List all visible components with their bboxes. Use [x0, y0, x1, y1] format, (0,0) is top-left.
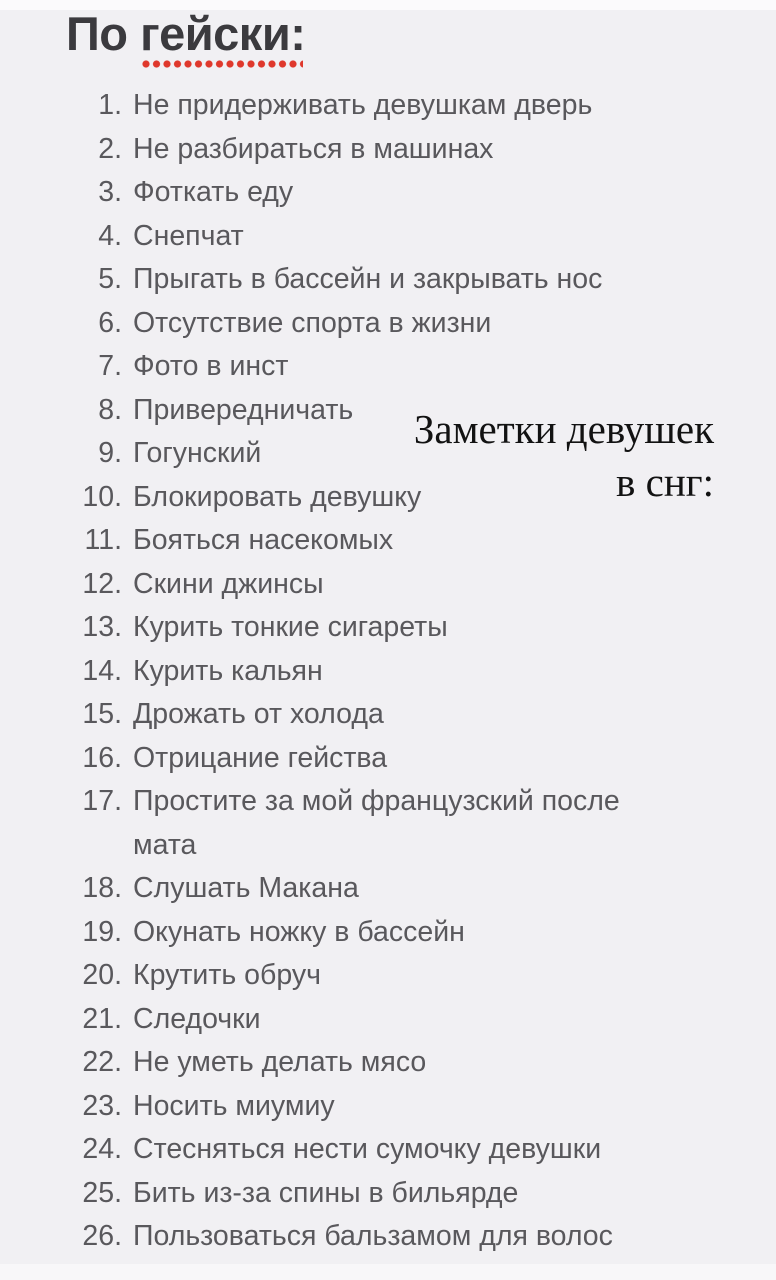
list-item-number: 2. [98, 132, 122, 165]
list-item-text: Дрожать от холода [133, 698, 384, 730]
list-item [0, 258, 776, 302]
list-item [0, 84, 776, 128]
list-item [0, 519, 776, 563]
caption-overlay [414, 403, 714, 509]
list-item-number: 17. [82, 785, 122, 817]
list-item-number: 1. [98, 89, 122, 121]
list-item-number: 19. [82, 915, 122, 948]
note-title [66, 6, 305, 62]
list-item-text: Снепчат [133, 219, 244, 252]
list-item-text: Отрицание гейства [133, 741, 388, 774]
list-item-number: 9. [98, 437, 122, 469]
list-item-text: Фото в инст [133, 350, 289, 382]
list-item-text: Окунать ножку в бассейн [133, 915, 465, 948]
list-item-text: Скини джинсы [133, 567, 324, 600]
bottom-edge-strip [0, 1264, 776, 1280]
list-item-number: 10. [82, 480, 122, 513]
list-item [0, 128, 776, 172]
list-item [0, 650, 776, 694]
list-item [0, 1172, 776, 1216]
note-title-prefix: По [66, 7, 141, 60]
list-item-number: 23. [82, 1089, 122, 1122]
list-item-number: 6. [98, 306, 122, 339]
list-item-text: Гогунский [133, 437, 262, 469]
list-item-number: 18. [82, 872, 122, 904]
list-item [0, 1041, 776, 1085]
list-item-number: 26. [82, 1220, 122, 1252]
list-item-number: 11. [84, 524, 122, 556]
list-item-text: Следочки [133, 1002, 261, 1035]
list-item [0, 1215, 776, 1259]
caption-line-2: в снг: [616, 459, 714, 505]
list-item-text: Слушать Макана [133, 872, 359, 904]
list-item-text: Привередничать [133, 393, 354, 426]
list-item-number: 22. [82, 1046, 122, 1078]
list-item [0, 780, 776, 867]
list-item-text: Пользоваться бальзамом для волос [133, 1220, 613, 1252]
list-item-text: Бить из-за спины в бильярде [133, 1176, 519, 1209]
list-item-text: Не разбираться в машинах [133, 132, 494, 165]
list-item-text: Блокировать девушку [133, 480, 422, 513]
list-item-number: 3. [98, 176, 122, 208]
list-item [0, 867, 776, 911]
note-list [0, 84, 776, 1259]
list-item-text: Крутить обруч [133, 959, 321, 991]
list-item-text: Отсутствие спорта в жизни [133, 306, 492, 339]
list-item-number: 13. [82, 611, 122, 643]
list-item-number: 15. [82, 698, 122, 730]
list-item [0, 1085, 776, 1129]
list-item-text: Не уметь делать мясо [133, 1046, 427, 1078]
list-item-number: 20. [82, 959, 122, 991]
list-item [0, 693, 776, 737]
list-item-text: Прыгать в бассейн и закрывать нос [133, 263, 603, 295]
caption-line-1: Заметки девушек [413, 406, 714, 452]
list-item-text: Курить тонкие сигареты [133, 611, 448, 643]
list-item-number: 4. [98, 219, 122, 252]
list-item [0, 302, 776, 346]
list-item [0, 563, 776, 607]
list-item-number: 25. [82, 1176, 122, 1209]
list-item-number: 8. [98, 393, 122, 426]
list-item-number: 12. [82, 567, 122, 600]
list-item [0, 954, 776, 998]
list-item-text: Бояться насекомых [133, 524, 394, 556]
list-item-number: 21. [82, 1002, 122, 1035]
list-item [0, 911, 776, 955]
list-item-number: 16. [82, 741, 122, 774]
list-item [0, 998, 776, 1042]
list-item [0, 737, 776, 781]
list-item [0, 606, 776, 650]
list-item-text: Фоткать еду [133, 176, 294, 208]
list-item-number: 24. [82, 1133, 122, 1165]
list-item-text: Не придерживать девушкам дверь [133, 89, 593, 121]
list-item [0, 1128, 776, 1172]
list-item-number: 14. [82, 654, 122, 687]
list-item-text: Стесняться нести сумочку девушки [133, 1133, 602, 1165]
list-item-number: 7. [98, 350, 122, 382]
list-item-text: Простите за мой французский после мата [133, 785, 620, 861]
list-item-text: Курить кальян [133, 654, 323, 687]
list-item-number: 5. [98, 263, 122, 295]
misspelled-word: гейски: [140, 7, 306, 60]
list-item [0, 215, 776, 259]
list-item-text: Носить миумиу [133, 1089, 335, 1122]
list-item [0, 345, 776, 389]
list-item [0, 171, 776, 215]
